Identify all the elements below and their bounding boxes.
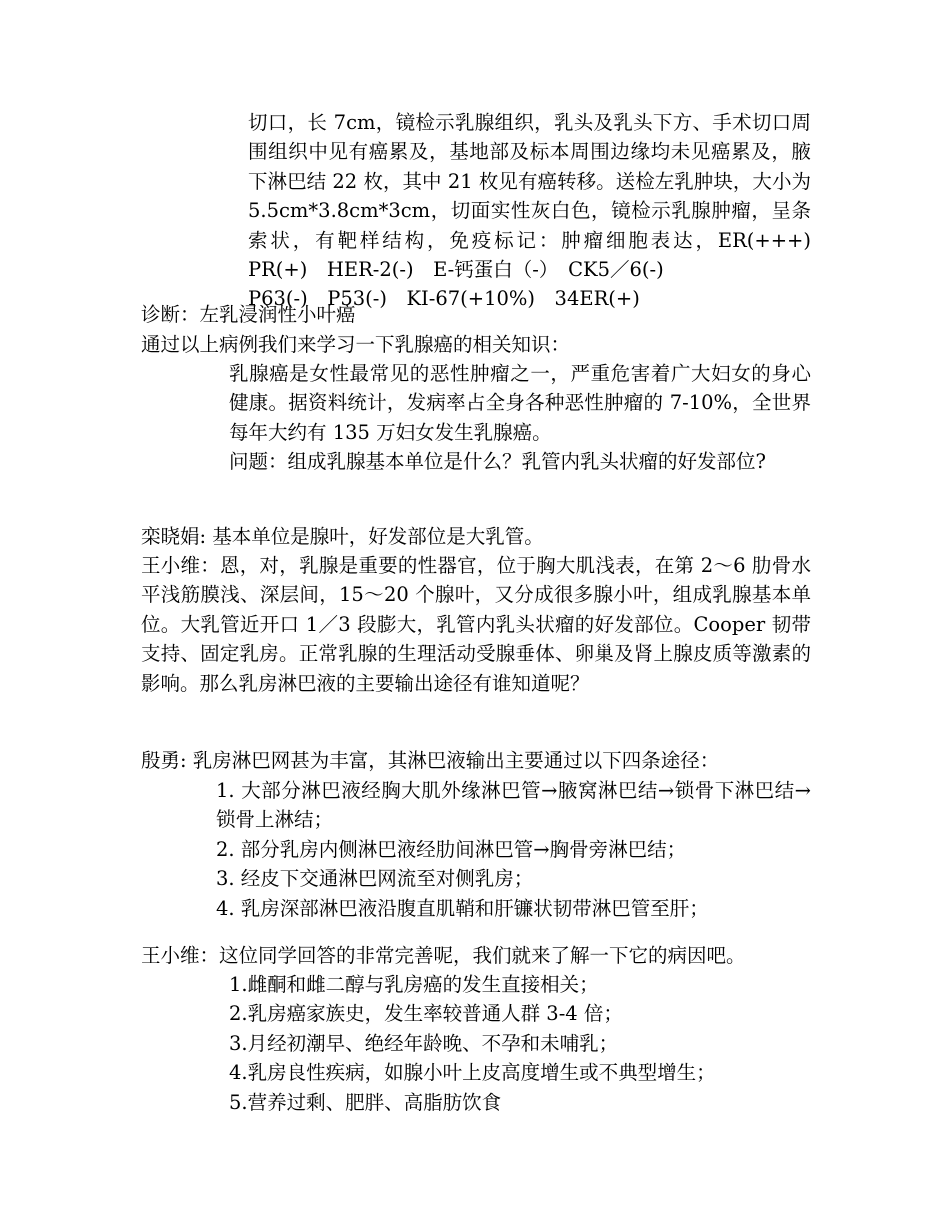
cause-item: 4.乳房良性疾病，如腺小叶上皮高度增生或不典型增生； (229, 1061, 716, 1085)
cause-list (229, 970, 811, 1117)
pathology-report-markers: P63(-) P53(-) KI-67(+10%) 34ER(+) (248, 287, 640, 311)
diagnosis: 诊断：左乳浸润性小叶癌 (141, 303, 356, 326)
teacher-remark-1: 王小维：恩，对，乳腺是重要的性器官，位于胸大肌浅表，在第 2～6 肋骨水平浅筋膜浅、深层间，15～20 个腺叶，又分成很多腺小叶，组成乳腺基本单位。大乳管近开口 1／3 段膨大，乳管内乳头状瘤的好发部位。Cooper 韧带支持、固定乳房。正常乳腺的生理活动受腺垂体、卵巢及肾上腺皮质等激素的影响。那么乳房淋巴液的主要输出途径有谁知道呢？ (141, 554, 811, 695)
cause-item: 3.月经初潮早、绝经年龄晚、不孕和未哺乳； (229, 1031, 619, 1055)
intro-line: 通过以上病例我们来学习一下乳腺癌的相关知识： (141, 333, 571, 356)
lymph-route-item: 1. 大部分淋巴液经胸大肌外缘淋巴管→腋窝淋巴结→锁骨下淋巴结→锁骨上淋结； (216, 779, 811, 832)
pathology-report-text: 切口，长 7cm，镜检示乳腺组织，乳头及乳头下方、手术切口周围组织中见有癌累及，基地部及标本周围边缘均未见癌累及，腋下淋巴结 22 枚，其中 21 枚见有癌转移。送检左乳肿块，大小为 5.5cm*3.8cm*3cm，切面实性灰白色，镜检示乳腺肿瘤，呈条索状，有靶样结构，免疫标记：肿瘤细胞表达，ER(+++) PR(+) HER-2(-) E-钙蛋白（-） CK5／6(-) (248, 111, 831, 282)
teacher-remark-2: 王小维：这位同学回答的非常完善呢，我们就来了解一下它的病因吧。 (141, 944, 746, 967)
lymph-route-item: 4. 乳房深部淋巴液沿腹直肌鞘和肝镰状韧带淋巴管至肝； (216, 896, 709, 920)
student-answer-1: 栾晓娟: 基本单位是腺叶，好发部位是大乳管。 (141, 525, 544, 548)
lymph-route-item: 2. 部分乳房内侧淋巴液经肋间淋巴管→胸骨旁淋巴结； (216, 837, 687, 861)
cause-item: 2.乳房癌家族史，发生率较普通人群 3-4 倍； (229, 1002, 623, 1026)
cause-item: 1.雌酮和雌二醇与乳房癌的发生直接相关； (229, 973, 599, 996)
background-paragraph: 乳腺癌是女性最常见的恶性肿瘤之一，严重危害着广大妇女的身心健康。据资料统计，发病率占全身各种恶性肿瘤的 7-10%，全世界每年大约有 135 万妇女发生乳腺癌。 (229, 362, 811, 444)
question (229, 447, 811, 476)
lymph-route-list (216, 776, 811, 923)
question-label: 问题： (229, 450, 288, 473)
student-answer-2: 殷勇: 乳房淋巴网甚为丰富，其淋巴液输出主要通过以下四条途径： (141, 749, 720, 772)
lymph-route-item: 3. 经皮下交通淋巴网流至对侧乳房； (216, 867, 534, 891)
pathology-report (248, 108, 831, 314)
question-text: 组成乳腺基本单位是什么？乳管内乳头状瘤的好发部位? (287, 450, 766, 473)
cause-item: 5.营养过剩、肥胖、高脂肪饮食 (229, 1090, 502, 1114)
